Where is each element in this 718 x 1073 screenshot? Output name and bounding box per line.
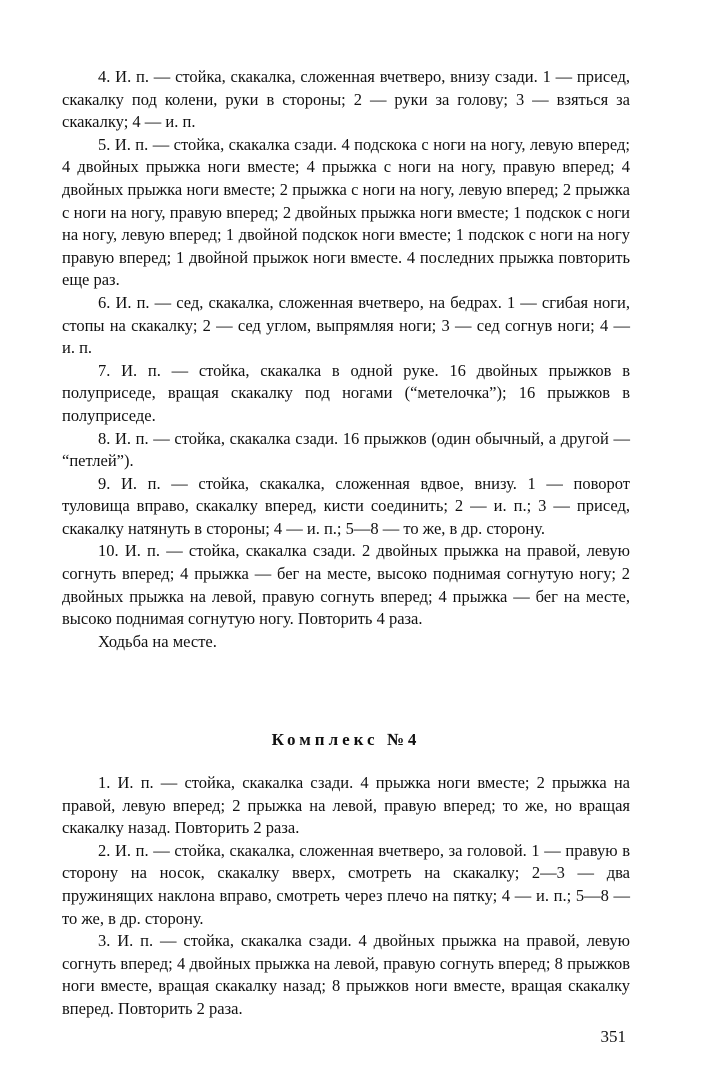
exercise-7-paragraph: 7. И. п. — стойка, скакалка в одной руке. 16 двойных прыжков в полуприседе, вращая скакалку под ногами (“метелочка”); 16 прыжков в полуприседе. (62, 360, 630, 425)
exercise-4-paragraph: 4. И. п. — стойка, скакалка, сложенная вчетверо, внизу сзади. 1 — присед, скакалку под колени, руки в стороны; 2 — руки за голову; 3 — взяться за скакалку; 4 — и. п. (62, 67, 630, 132)
exercise-8-paragraph: 8. И. п. — стойка, скакалка сзади. 16 прыжков (один обычный, а другой — “петлей”). (62, 428, 630, 471)
complex-4-exercise-3-paragraph: 3. И. п. — стойка, скакалка сзади. 4 двойных прыжка на правой, левую согнуть вперед; 4 двойных прыжка на левой, правую согнуть вперед; 8 прыжков ноги вместе, вращая скакалку назад; 8 прыжков ноги вместе, вращая скакалку вперед. Повторить 2 раза. (62, 931, 630, 1018)
exercise-list-continued (62, 66, 630, 653)
complex-4-exercise-1-paragraph: 1. И. п. — стойка, скакалка сзади. 4 прыжка ноги вместе; 2 прыжка на правой, левую вперед; 2 прыжка на левой, правую вперед; то же, но вращая скакалку назад. Повторить 2 раза. (62, 773, 630, 838)
page-number: 351 (600, 1027, 626, 1046)
walking-in-place-paragraph: Ходьба на месте. (98, 631, 217, 651)
exercise-6-paragraph: 6. И. п. — сед, скакалка, сложенная вчетверо, на бедрах. 1 — сгибая ноги, стопы на скакалку; 2 — сед углом, выпрямляя ноги; 3 — сед согнув ноги; 4 — и. п. (62, 292, 630, 358)
exercise-10-paragraph: 10. И. п. — стойка, скакалка сзади. 2 двойных прыжка на правой, левую согнуть вперед; 4 прыжка — бег на месте, высоко поднимая согнутую ногу; 2 двойных прыжка на левой, правую согнуть вперед; 4 прыжка — бег на месте, высоко поднимая согнутую ногу. Повторить 4 раза. (62, 541, 630, 629)
exercise-9-paragraph: 9. И. п. — стойка, скакалка, сложенная вдвое, внизу. 1 — поворот туловища вправо, скакалку вперед, кисти соединить; 2 — и. п.; 3 — присед, скакалку натянуть в стороны; 4 — и. п.; 5—8 — то же, в др. сторону. (62, 473, 630, 538)
exercise-5-paragraph: 5. И. п. — стойка, скакалка сзади. 4 подскока с ноги на ногу, левую вперед; 4 двойных прыжка ноги вместе; 4 прыжка с ноги на ногу, правую вперед; 4 двойных прыжка ноги вместе; 2 прыжка с ноги на ногу, левую вперед; 2 прыжка с ноги на ногу, правую вперед; 2 двойных прыжка ноги вместе; 1 подскок с ноги на ногу, левую вперед; 1 двойной подскок ноги вместе; 1 подскок с ноги на ногу правую вперед; 1 двойной прыжок ноги вместе. 4 последних прыжка повторить еще раз. (62, 134, 630, 290)
complex-4-exercise-list (62, 772, 630, 1021)
section-heading: Комплекс №4 (271, 730, 421, 749)
complex-4-exercise-2-paragraph: 2. И. п. — стойка, скакалка, сложенная вчетверо, за головой. 1 — правую в сторону на носок, скакалку вверх, смотреть на скакалку; 2—3 — два пружинящих наклона вправо, смотреть через плечо на пятку; 4 — и. п.; 5—8 — то же, в др. сторону. (62, 840, 630, 928)
